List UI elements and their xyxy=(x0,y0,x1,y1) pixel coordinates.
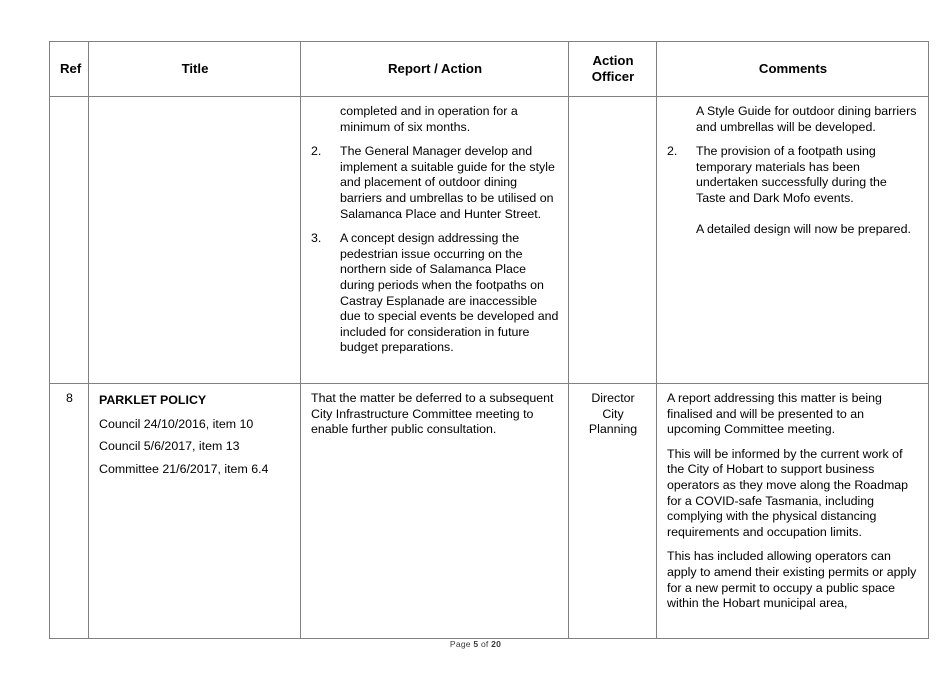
action-officer-line: Director xyxy=(591,391,635,405)
table-row xyxy=(50,97,929,384)
paragraph: A report addressing this matter is being finalised and will be presented to an upcoming Committee meeting. xyxy=(667,391,882,437)
action-tracking-table xyxy=(49,41,929,639)
footer-prefix: Page xyxy=(449,639,474,649)
trailing-paragraph: A detailed design will now be prepared. xyxy=(696,222,911,237)
column-header-title: Title xyxy=(89,42,301,97)
title-reference-line: Council 5/6/2017, item 13 xyxy=(99,439,240,454)
cell-action-officer xyxy=(569,384,657,639)
column-header-ref: Ref xyxy=(50,42,89,97)
table-body xyxy=(50,97,929,639)
cell-report-action xyxy=(301,384,569,639)
title-reference-line: Committee 21/6/2017, item 6.4 xyxy=(99,461,269,476)
paragraph: This has included allowing operators can apply to amend their existing permits or apply for a new permit to occupy a public space within the Hobart municipal area, xyxy=(667,549,917,611)
list-item xyxy=(311,144,559,222)
action-officer-line: City xyxy=(602,406,624,421)
column-header-action-officer-line1: Action xyxy=(592,53,634,68)
table-header-row xyxy=(50,42,929,97)
cell-title xyxy=(89,384,301,639)
table-row xyxy=(50,384,929,639)
continuation-text: A Style Guide for outdoor dining barriers and umbrellas will be developed. xyxy=(696,104,917,134)
page-footer xyxy=(0,639,951,649)
paragraph-spacer xyxy=(667,207,919,223)
cell-ref: 8 xyxy=(50,384,89,639)
cell-action-officer xyxy=(569,97,657,384)
column-header-action-officer xyxy=(569,42,657,97)
list-marker: 2. xyxy=(667,144,678,159)
title-reference-line: Council 24/10/2016, item 10 xyxy=(99,416,254,431)
cell-report-action xyxy=(301,97,569,384)
list-item xyxy=(667,144,919,206)
footer-total-pages: 20 xyxy=(491,639,502,649)
list-item-text: The provision of a footpath using temporary materials has been undertaken successfully during the Taste and Dark Mofo events. xyxy=(696,144,887,205)
numbered-list xyxy=(667,144,919,206)
action-officer-line: Planning xyxy=(588,422,638,437)
numbered-list xyxy=(311,144,559,356)
list-marker: 3. xyxy=(311,231,322,246)
cell-comments xyxy=(657,97,929,384)
continuation-text: completed and in operation for a minimum of six months. xyxy=(340,104,518,134)
list-item-text: A concept design addressing the pedestrian issue occurring on the northern side of Salamanca Place during periods when the footpaths on Castray Esplanade are inaccessible due to special events be developed and included for consideration in future budget preparations. xyxy=(340,231,559,355)
column-header-action-officer-line2: Officer xyxy=(591,69,635,84)
title-heading: PARKLET POLICY xyxy=(99,393,207,407)
column-header-comments: Comments xyxy=(657,42,929,97)
footer-middle: of xyxy=(478,639,492,649)
list-marker: 2. xyxy=(311,144,322,159)
list-item-text: The General Manager develop and implement a suitable guide for the style and placement of outdoor dining barriers and umbrellas to be utilised on Salamanca Place and Hunter Street. xyxy=(340,144,555,221)
column-header-report-action: Report / Action xyxy=(301,42,569,97)
paragraph: That the matter be deferred to a subsequent City Infrastructure Committee meeting to enable further public consultation. xyxy=(311,391,554,437)
footer-current-page: 5 xyxy=(473,639,479,649)
cell-comments xyxy=(657,384,929,639)
cell-ref xyxy=(50,97,89,384)
paragraph: This will be informed by the current work of the City of Hobart to support business operators as they move along the Roadmap for a COVID-safe Tasmania, including complying with the physical distancing requirements and occupation limits. xyxy=(667,446,909,539)
list-item xyxy=(311,231,559,356)
cell-title xyxy=(89,97,301,384)
table-header xyxy=(50,42,929,97)
